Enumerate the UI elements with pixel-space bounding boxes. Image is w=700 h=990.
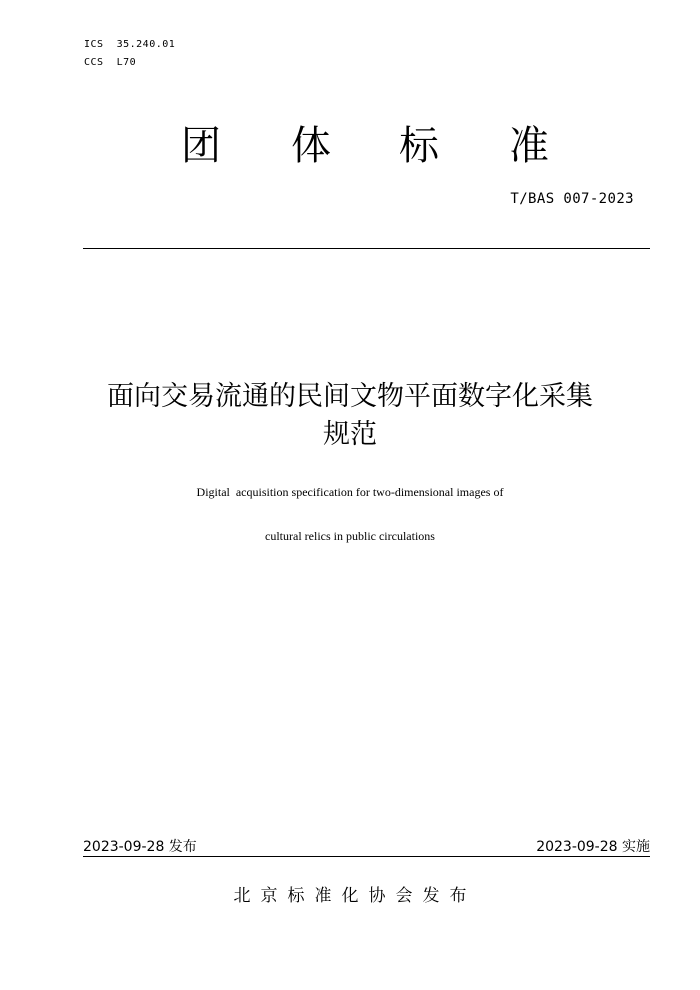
doc-type-char-2: 体 <box>291 123 331 169</box>
doc-type-char-4: 准 <box>509 123 549 169</box>
title-english <box>60 484 640 544</box>
header-divider <box>83 248 650 249</box>
doc-type-char-3: 标 <box>399 123 439 169</box>
document-type-heading <box>0 118 700 174</box>
title-english-line-2: cultural relics in public circulations <box>265 529 435 543</box>
classification-codes <box>84 36 175 72</box>
publisher-name: 北京标准化协会发布 <box>233 886 477 906</box>
title-chinese <box>40 378 660 454</box>
footer-divider <box>83 856 650 857</box>
title-chinese-line-1: 面向交易流通的民间文物平面数字化采集 <box>107 381 593 412</box>
ics-code: ICS 35.240.01 <box>84 39 176 50</box>
title-chinese-line-2: 规范 <box>323 419 377 450</box>
issue-date: 2023-09-28 发布 <box>83 839 197 855</box>
implementation-date: 2023-09-28 实施 <box>536 839 650 855</box>
title-english-line-1: Digital acquisition specification for two-dimensional images of <box>196 485 504 499</box>
ccs-code: CCS L70 <box>84 57 137 68</box>
doc-type-char-1: 团 <box>181 123 221 169</box>
standard-number: T/BAS 007-2023 <box>510 191 634 207</box>
